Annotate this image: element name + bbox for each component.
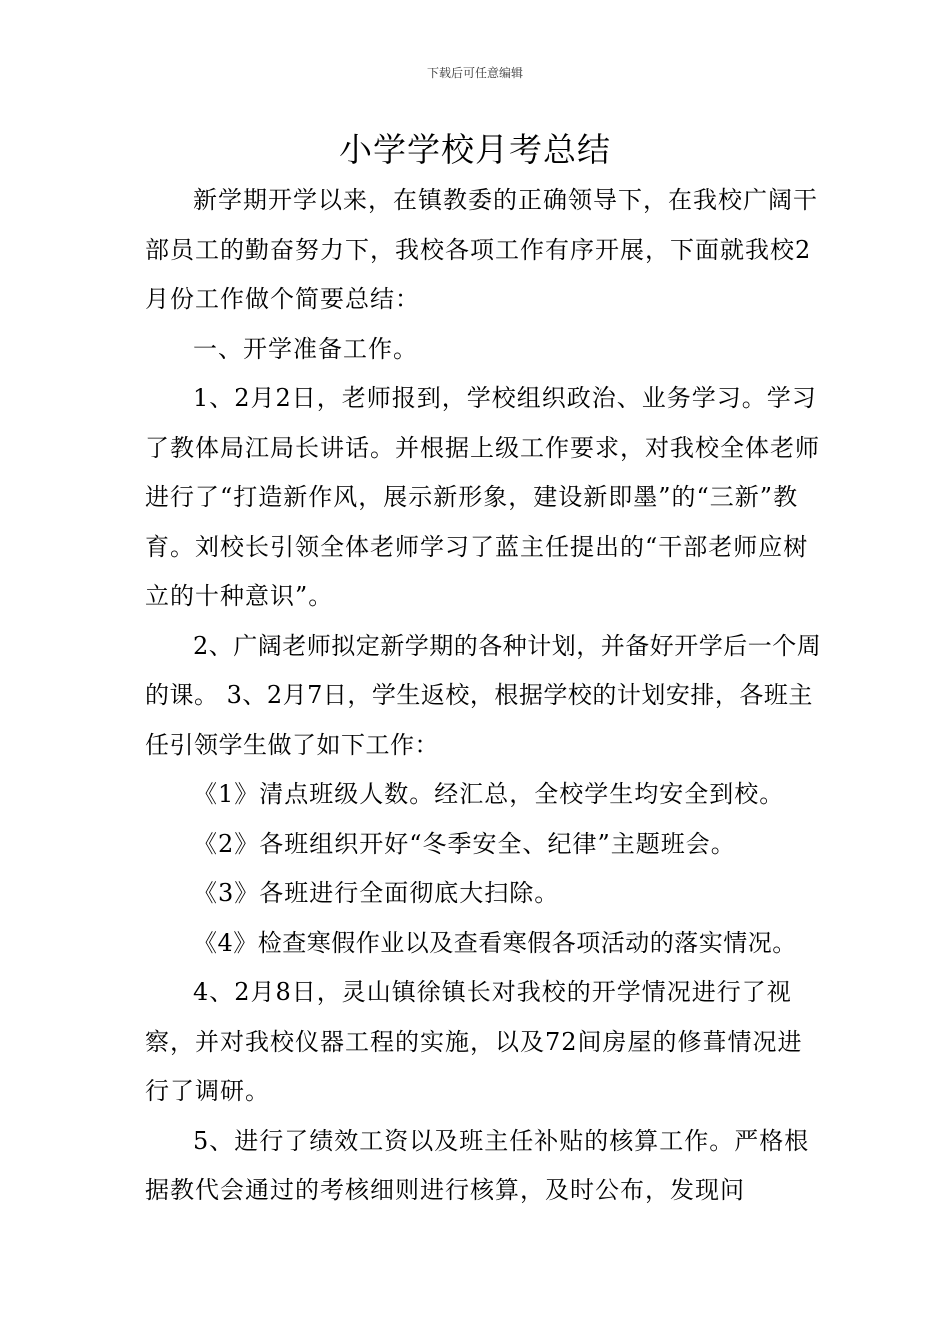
paragraph-subitem-1: 《1》清点班级人数。经汇总，全校学生均安全到校。 — [193, 780, 785, 808]
document-body — [145, 176, 825, 1216]
paragraph-item-1: 1、2月2日，老师报到，学校组织政治、业务学习。学习了教体局江局长讲话。并根据上级工作要求，对我校全体老师进行了“打造新作风，展示新形象，建设新即墨”的“三新”教育。刘校长引领全体老师学习了蓝主任提出的“干部老师应树立的十种意识”。 — [145, 384, 820, 610]
paragraph-item-2-3: 2、广阔老师拟定新学期的各种计划，并备好开学后一个周的课。 3、2月7日，学生返校，根据学校的计划安排，各班主任引领学生做了如下工作： — [145, 631, 822, 759]
header-note: 下载后可任意编辑 — [426, 66, 523, 80]
paragraph-item-5: 5、进行了绩效工资以及班主任补贴的核算工作。严格根据教代会通过的考核细则进行核算，及时公布，发现问 — [145, 1126, 810, 1204]
paragraph-subitem-4: 《4》检查寒假作业以及查看寒假各项活动的落实情况。 — [193, 928, 797, 957]
paragraph-subitem-2: 《2》各班组织开好“冬季安全、纪律”主题班会。 — [193, 829, 736, 858]
document-title: 小学学校月考总结 — [339, 130, 611, 169]
paragraph-intro: 新学期开学以来，在镇教委的正确领导下，在我校广阔干部员工的勤奋努力下，我校各项工作有序开展，下面就我校2月份工作做个简要总结： — [145, 186, 818, 313]
paragraph-section-1-heading: 一、开学准备工作。 — [193, 334, 418, 363]
paragraph-item-4: 4、2月8日，灵山镇徐镇长对我校的开学情况进行了视察，并对我校仪器工程的实施，以及72间房屋的修葺情况进行了调研。 — [145, 978, 803, 1105]
paragraph-subitem-3: 《3》各班进行全面彻底大扫除。 — [193, 879, 560, 907]
